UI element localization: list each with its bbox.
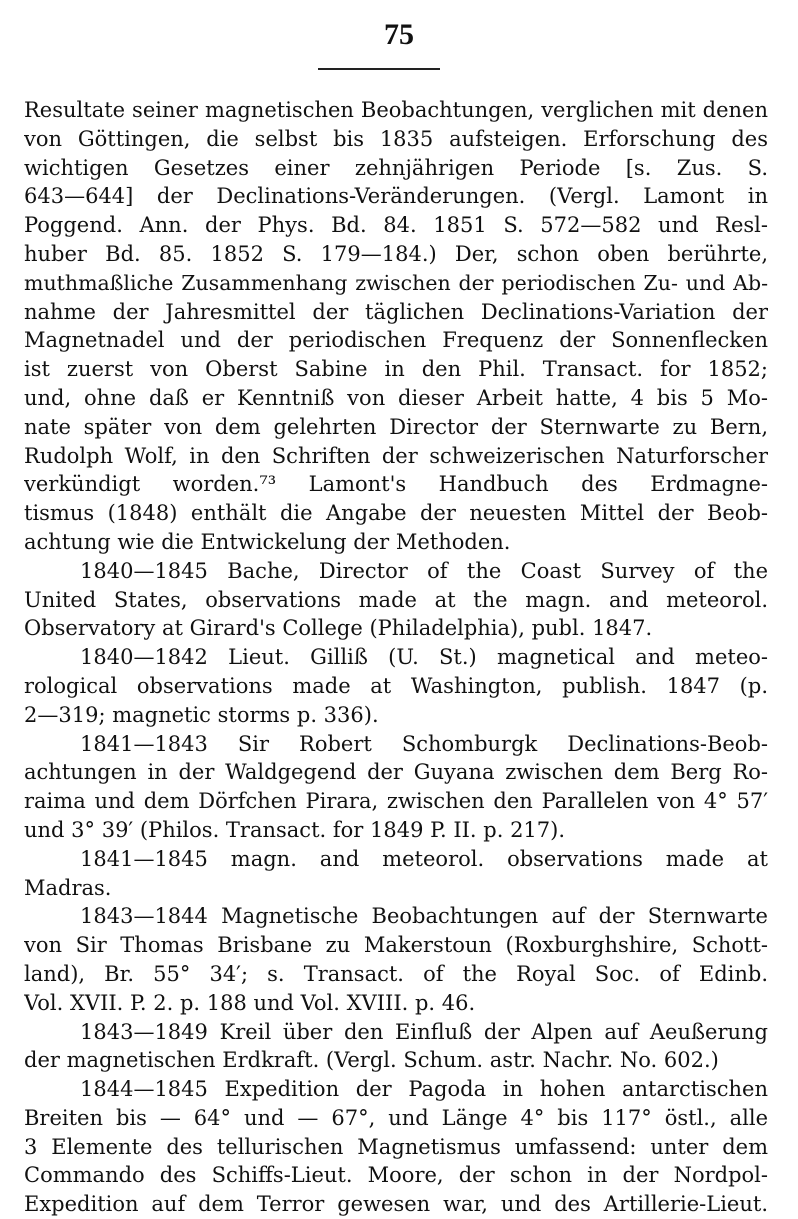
text-line: verkündigt worden.⁷³ Lamont's Handbuch des Erdmagne- — [24, 472, 768, 497]
text-line: 1844—1845 Expedition der Pagoda in hohen antarctischen — [80, 1077, 768, 1102]
text-line: huber Bd. 85. 1852 S. 179—184.) Der, schon oben berührte, — [24, 241, 768, 266]
body-text — [24, 96, 768, 1219]
text-line: 3 Elemente des tellurischen Magnetismus umfassend: unter dem — [24, 1134, 768, 1159]
text-line: 1843—1849 Kreil über den Einfluß der Alpen auf Aeußerung — [80, 1019, 768, 1044]
text-line: nate später von dem gelehrten Director der Sternwarte zu Bern, — [24, 414, 768, 439]
text-line: Poggend. Ann. der Phys. Bd. 84. 1851 S. 572—582 und Resl- — [24, 213, 768, 238]
text-line: nahme der Jahresmittel der täglichen Declinations-Variation der — [24, 299, 768, 324]
text-line: Vol. XVII. P. 2. p. 188 und Vol. XVIII. p. 46. — [24, 990, 476, 1015]
text-line: raima und dem Dörfchen Pirara, zwischen den Parallelen von 4° 57′ — [24, 789, 768, 814]
text-line: rological observations made at Washington, publish. 1847 (p. — [24, 673, 768, 698]
header-rule — [318, 68, 440, 70]
text-line: und 3° 39′ (Philos. Transact. for 1849 P. II. p. 217). — [24, 817, 566, 842]
text-line: 1841—1845 magn. and meteorol. observations made at — [80, 846, 768, 871]
text-line: 2—319; magnetic storms p. 336). — [24, 702, 379, 727]
text-line: Expedition auf dem Terror gewesen war, und des Artillerie-Lieut. — [24, 1192, 768, 1217]
text-line: muthmaßliche Zusammenhang zwischen der periodischen Zu- und Ab- — [24, 270, 768, 295]
text-line: der magnetischen Erdkraft. (Vergl. Schum. astr. Nachr. No. 602.) — [24, 1048, 719, 1073]
text-line: ist zuerst von Oberst Sabine in den Phil. Transact. for 1852; — [24, 357, 768, 382]
page-number: 75 — [384, 18, 414, 51]
text-line: land), Br. 55° 34′; s. Transact. of the Royal Soc. of Edinb. — [24, 961, 768, 986]
text-line: tismus (1848) enthält die Angabe der neuesten Mittel der Beob- — [24, 501, 768, 526]
text-line: United States, observations made at the magn. and meteorol. — [24, 587, 768, 612]
text-line: 643—644] der Declinations-Veränderungen. (Vergl. Lamont in — [24, 184, 768, 209]
text-line: Resultate seiner magnetischen Beobachtungen, verglichen mit denen — [24, 98, 768, 122]
text-line: Breiten bis — 64° und — 67°, und Länge 4° bis 117° östl., alle — [24, 1105, 768, 1130]
text-line: Magnetnadel und der periodischen Frequenz der Sonnenflecken — [24, 328, 768, 353]
text-line: Rudolph Wolf, in den Schriften der schweizerischen Naturforscher — [24, 443, 768, 468]
text-line: und, ohne daß er Kenntniß von dieser Arbeit hatte, 4 bis 5 Mo- — [24, 385, 768, 410]
text-line: achtungen in der Waldgegend der Guyana zwischen dem Berg Ro- — [24, 760, 768, 785]
text-line: Commando des Schiffs-Lieut. Moore, der schon in der Nordpol- — [24, 1163, 768, 1188]
text-line: 1840—1845 Bache, Director of the Coast Survey of the — [80, 558, 768, 583]
text-line: von Sir Thomas Brisbane zu Makerstoun (Roxburghshire, Schott- — [24, 933, 768, 958]
text-line: achtung wie die Entwickelung der Methoden. — [24, 529, 511, 554]
text-line: 1840—1842 Lieut. Gilliß (U. St.) magnetical and meteo- — [80, 645, 768, 670]
text-line: Madras. — [24, 875, 112, 900]
text-line: 1843—1844 Magnetische Beobachtungen auf der Sternwarte — [80, 904, 768, 929]
text-line: wichtigen Gesetzes einer zehnjährigen Periode [s. Zus. S. — [24, 155, 768, 180]
text-line: 1841—1843 Sir Robert Schomburgk Declinations-Beob- — [80, 731, 768, 756]
text-line: Observatory at Girard's College (Philadelphia), publ. 1847. — [24, 616, 653, 641]
text-line: von Göttingen, die selbst bis 1835 aufsteigen. Erforschung des — [24, 126, 768, 151]
